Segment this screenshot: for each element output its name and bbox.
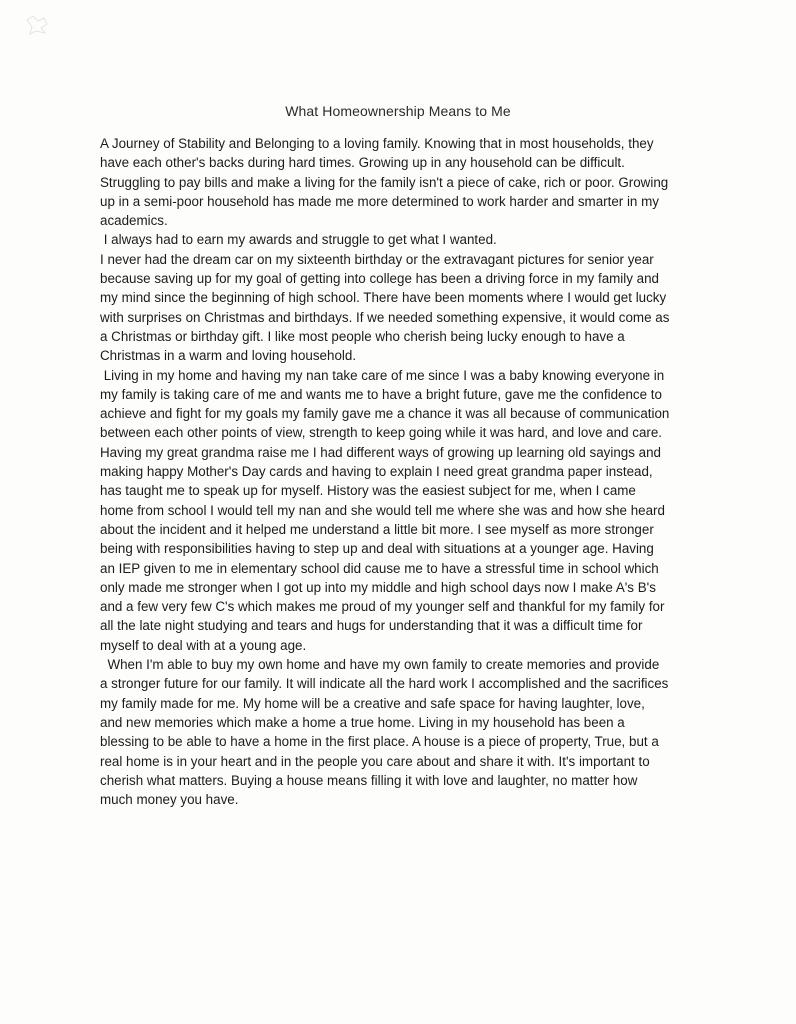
essay-line: have each other's backs during hard times. Growing up in any household can be difficult. [100, 155, 625, 171]
essay-line: has taught me to speak up for myself. History was the easiest subject for me, when I came [100, 483, 636, 499]
essay-line: myself to deal with at a young age. [100, 637, 307, 653]
essay-line: I always had to earn my awards and struggle to get what I wanted. [100, 232, 497, 248]
essay-line: an IEP given to me in elementary school did cause me to have a stressful time in school which [100, 560, 659, 576]
essay-line: A Journey of Stability and Belonging to a loving family. Knowing that in most households, they [100, 136, 654, 151]
essay-line: blessing to be able to have a home in the first place. A house is a piece of property, True, but a [100, 734, 659, 750]
essay-line: I never had the dream car on my sixteenth birthday or the extravagant pictures for senior year [100, 251, 654, 267]
essay-line: up in a semi-poor household has made me more determined to work harder and smarter in my [100, 193, 659, 209]
essay-line: a stronger future for our family. It will indicate all the hard work I accomplished and the sacrifices [100, 676, 669, 692]
essay-line: my family is taking care of me and wants me to have a bright future, gave me the confidence to [100, 386, 662, 402]
essay-line: being with responsibilities having to step up and deal with situations at a younger age. Having [100, 541, 654, 557]
essay-line: When I'm able to buy my own home and have my own family to create memories and provide [100, 657, 660, 673]
essay-line: achieve and fight for my goals my family gave me a chance it was all because of communication [100, 406, 670, 422]
essay-line: only made me stronger when I got up into my middle and high school days now I make A's B's [100, 579, 656, 595]
essay-line: because saving up for my goal of getting into college has been a driving force in my family and [100, 271, 660, 287]
essay-line: and new memories which make a home a true home. Living in my household has been a [100, 714, 625, 730]
essay-line: and a few very few C's which makes me proud of my younger self and thankful for my family for [100, 599, 665, 615]
scan-smudge-icon [24, 14, 50, 36]
essay-line: about the incident and it helped me understand a little bit more. I see myself as more stronger [100, 521, 654, 537]
essay-line: academics. [100, 213, 168, 229]
essay-line: Christmas in a warm and loving household. [100, 348, 357, 364]
essay-line: home from school I would tell my nan and she would tell me where she was and how she heard [100, 502, 665, 518]
essay-line: all the late night studying and tears and hugs for understanding that it was a difficult time for [100, 618, 643, 634]
essay-line: my family made for me. My home will be a creative and safe space for having laughter, love, [100, 695, 645, 711]
essay-line: a Christmas or birthday gift. I like most people who cherish being lucky enough to have a [100, 328, 625, 344]
essay-line: real home is in your heart and in the people you care about and share it with. It's important to [100, 753, 650, 769]
essay-title: What Homeownership Means to Me [285, 103, 511, 119]
essay-line: my mind since the beginning of high school. There have been moments where I would get lucky [100, 290, 667, 306]
essay-body [100, 134, 720, 809]
essay-line: Living in my home and having my nan take care of me since I was a baby knowing everyone in [100, 367, 665, 383]
essay-line: between each other points of view, strength to keep going while it was hard, and love and care. [100, 425, 663, 441]
essay-line: Having my great grandma raise me I had different ways of growing up learning old sayings and [100, 444, 661, 460]
essay-line: cherish what matters. Buying a house means filling it with love and laughter, no matter how [100, 772, 638, 788]
essay-line: making happy Mother's Day cards and having to explain I need great grandma paper instead, [100, 464, 653, 480]
essay-line: Struggling to pay bills and make a living for the family isn't a piece of cake, rich or poor. Growing [100, 174, 669, 190]
essay-line: much money you have. [100, 792, 239, 808]
essay-line: with surprises on Christmas and birthdays. If we needed something expensive, it would come as [100, 309, 670, 325]
